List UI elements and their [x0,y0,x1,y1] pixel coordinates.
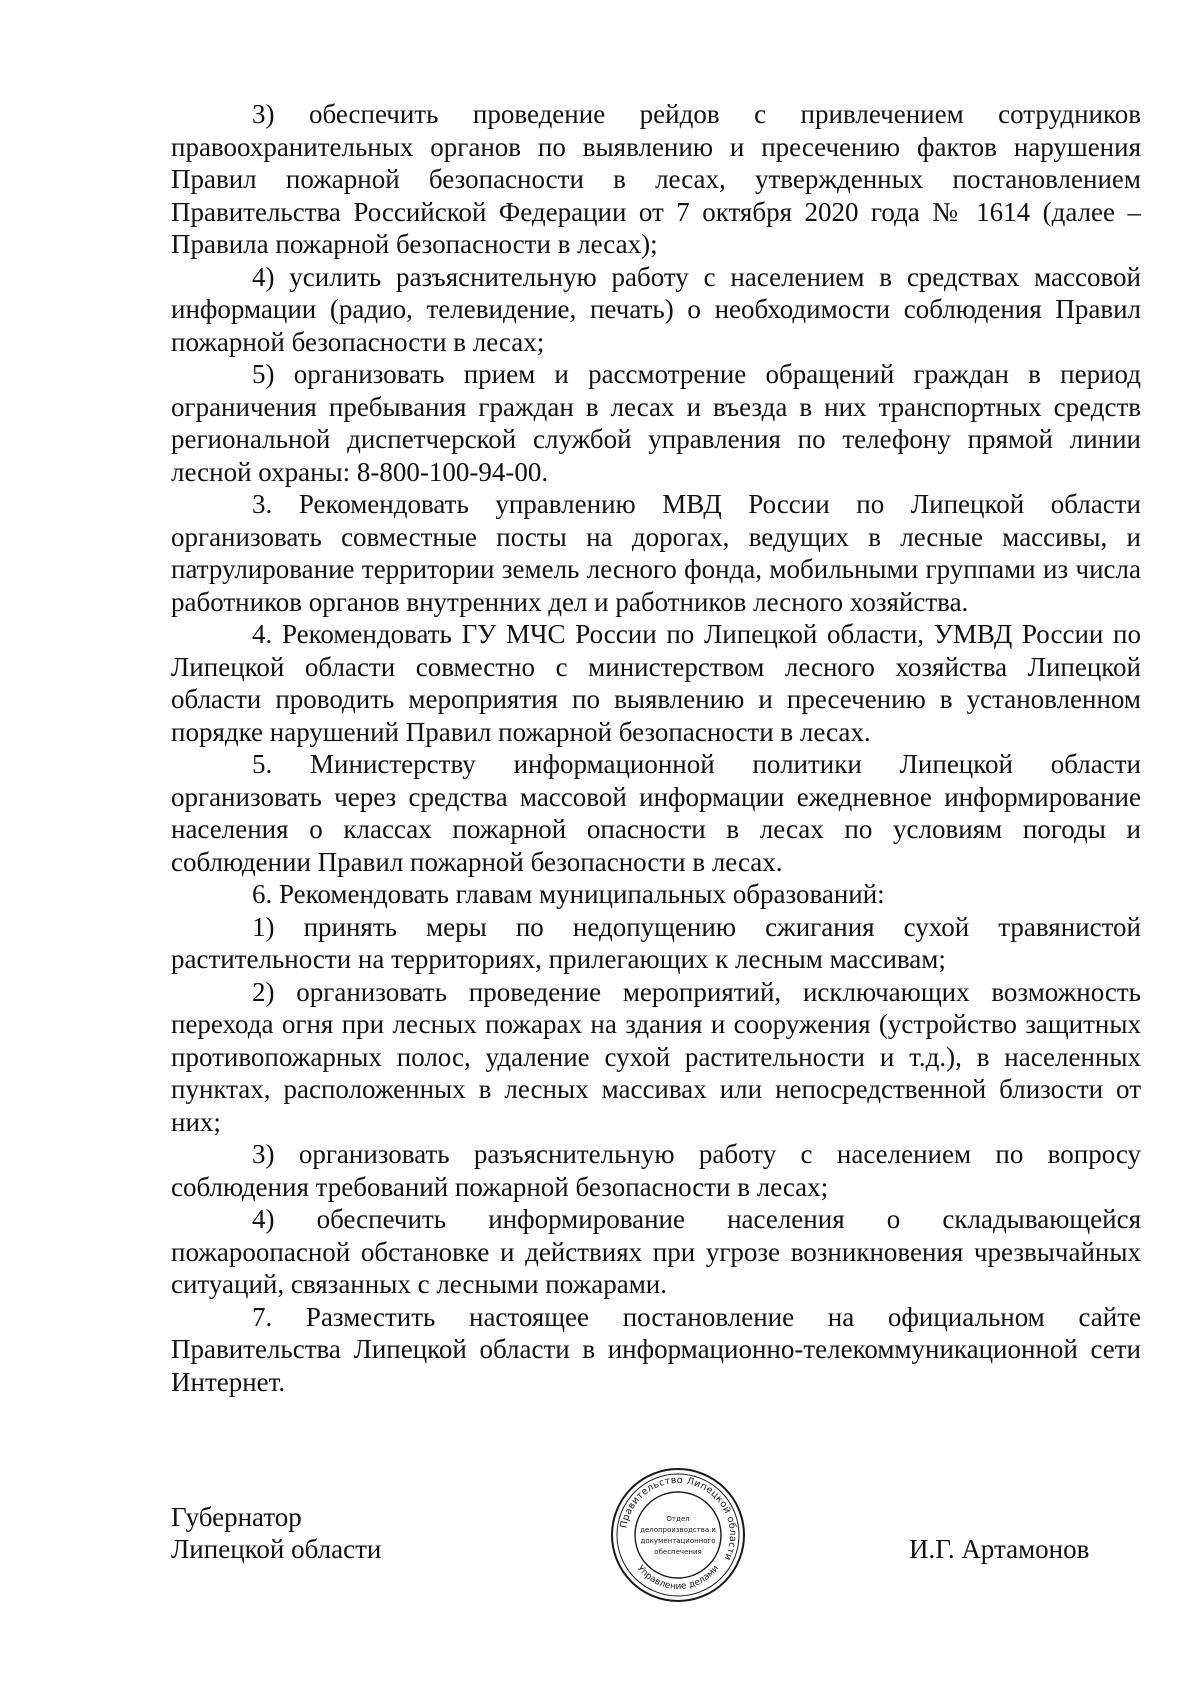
paragraph: 4) обеспечить информирование населения о складывающейся пожароопасной обстановке и действиях при угрозе возникновения чрезвычайных ситуаций, связанных с лесными пожарами. [171,1204,1141,1299]
paragraph: 2) организовать проведение мероприятий, исключающих возможность перехода огня при лесных пожарах на здания и сооружения (устройство защитных противопожарных полос, удаление сухой растительности и т.д.), в населенных пунктах, расположенных в лесных массивах или непосредственной близости от них; [171,976,1141,1137]
paragraph: 1) принять меры по недопущению сжигания сухой травянистой растительности на территориях, прилегающих к лесным массивам; [171,911,1141,974]
stamp-graphic [610,1467,746,1603]
signatory-title [171,1501,381,1565]
stamp-inner-ring [635,1492,721,1578]
paragraph: 3. Рекомендовать управлению МВД России по Липецкой области организовать совместные посты на дорогах, ведущих в лесные массивы, и патрулирование территории земель лесного фонда, мобильными группами из числа работников органов внутренних дел и работников лесного хозяйства. [171,489,1141,617]
stamp-bottom-text: Управление делами [634,1563,722,1593]
stamp-inner-line: документационного [640,1537,716,1545]
paragraph: 3) организовать разъяснительную работу с населением по вопросу соблюдения требований пожарной безопасности в лесах; [171,1139,1141,1202]
stamp-outer-ring [612,1469,744,1601]
official-stamp [610,1467,746,1603]
paragraph: 4. Рекомендовать ГУ МЧС России по Липецкой области, УМВД России по Липецкой области совместно с министерством лесного хозяйства Липецкой области проводить мероприятия по выявлению и пресечению в установленном порядке нарушений Правил пожарной безопасности в лесах. [171,619,1141,747]
paragraph: 5) организовать прием и рассмотрение обращений граждан в период ограничения пребывания граждан в лесах и въезда в них транспортных средств региональной диспетчерской службой управления по телефону прямой линии лесной охраны: 8-800-100-94-00. [171,359,1141,487]
signatory-position: Губернатор [171,1502,302,1532]
document-body [171,98,1141,1398]
signatory-name: И.Г. Артамонов [909,1534,1090,1564]
paragraph: 6. Рекомендовать главам муниципальных образований: [252,879,885,909]
paragraph: 4) усилить разъяснительную работу с населением в средствах массовой информации (радио, телевидение, печать) о необходимости соблюдения Правил пожарной безопасности в лесах; [171,261,1141,357]
paragraph: 3) обеспечить проведение рейдов с привлечением сотрудников правоохранительных органов по выявлению и пресечению фактов нарушения Правил пожарной безопасности в лесах, утвержденных постановлением Правительства Российской Федерации от 7 октября 2020 года № 1614 (далее – Правила пожарной безопасности в лесах); [171,99,1141,259]
stamp-outer-text: Правительство Липецкой области [618,1474,739,1563]
stamp-inner-line: обеспечения [654,1548,702,1556]
signatory-region: Липецкой области [171,1534,382,1564]
paragraph: 5. Министерству информационной политики Липецкой области организовать через средства массовой информации ежедневное информирование населения о классах пожарной опасности в лесах по условиям погоды и соблюдении Правил пожарной безопасности в лесах. [171,749,1141,877]
stamp-inner-line: Отдел [666,1515,690,1523]
paragraph: 7. Разместить настоящее постановление на официальном сайте Правительства Липецкой области в информационно-телекоммуникационной сети Интернет. [171,1301,1141,1397]
stamp-inner-line: делопроизводства и [640,1526,716,1534]
